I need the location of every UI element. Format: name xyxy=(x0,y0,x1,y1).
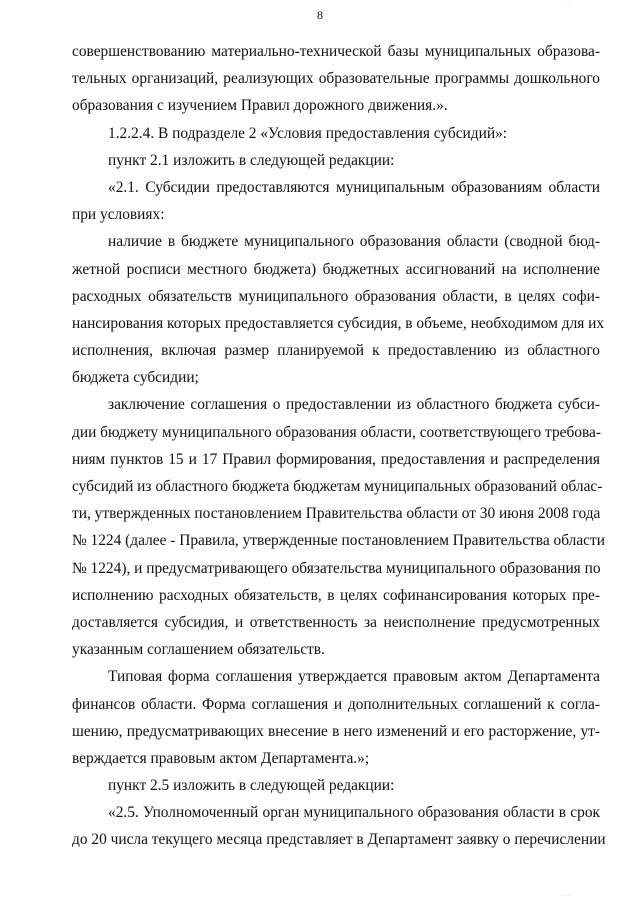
text-line: образования с изучением Правил дорожного движения.». xyxy=(72,97,448,115)
text-line: бюджета субсидии; xyxy=(72,369,199,387)
text-line: нансирования которых предоставляется субсидия, в объеме, необходимом для их xyxy=(72,314,605,332)
text-line: указанным соглашением обязательств. xyxy=(72,641,325,659)
text-line: № 1224), и предусматривающего обязательства муниципального образования по xyxy=(72,559,601,577)
text-line: 1.2.2.4. В подразделе 2 «Условия предоставления субсидий»: xyxy=(108,124,508,142)
text-line: доставляется субсидия, и ответственность за неисполнение предусмотренных xyxy=(72,613,600,631)
text-line: ти, утвержденных постановлением Правительства области от 30 июня 2008 года xyxy=(72,505,601,523)
text-line: дии бюджету муниципального образования области, соответствующего требова- xyxy=(72,423,602,441)
text-line: «2.5. Уполномоченный орган муниципального образования области в срок xyxy=(108,804,600,822)
text-line: Типовая форма соглашения утверждается правовым актом Департамента xyxy=(108,668,600,686)
text-line: жетной росписи местного бюджета) бюджетных ассигнований на исполнение xyxy=(72,260,600,278)
text-line: пункт 2.1 изложить в следующей редакции: xyxy=(108,151,395,169)
scan-mark-bottom: ..... xyxy=(560,892,573,898)
text-line: тельных организаций, реализующих образовательные программы дошкольного xyxy=(72,70,600,88)
text-line: шению, предусматривающих внесение в него изменений и его расторжение, ут- xyxy=(72,722,600,740)
text-line: расходных обязательств муниципального образования области, в целях софи- xyxy=(72,287,600,305)
text-line: верждается правовым актом Департамента.»; xyxy=(72,749,370,767)
text-line: заключение соглашения о предоставлении из областного бюджета субси- xyxy=(108,396,600,414)
text-line: совершенствованию материально-технической базы муниципальных образова- xyxy=(72,43,600,60)
text-line: до 20 числа текущего месяца представляет в Департамент заявку о перечислении xyxy=(72,831,606,849)
text-line: № 1224 (далее - Правила, утвержденные постановлением Правительства области xyxy=(72,532,605,550)
text-line: исполнению расходных обязательств, в целях софинансирования которых пре- xyxy=(72,586,600,604)
page-number: 8 xyxy=(317,8,323,22)
scan-mark-top: ... xyxy=(566,1,574,7)
text-line: ниям пунктов 15 и 17 Правил формирования, предоставления и распределения xyxy=(72,450,600,468)
text-line: финансов области. Форма соглашения и дополнительных соглашений к согла- xyxy=(72,695,600,713)
document-body xyxy=(72,38,606,854)
text-line: пункт 2.5 изложить в следующей редакции: xyxy=(108,777,395,795)
text-line: «2.1. Субсидии предоставляются муниципальным образованиям области xyxy=(108,178,600,196)
text-line: исполнения, включая размер планируемой к предоставлению из областного xyxy=(72,342,600,360)
text-line: субсидий из областного бюджета бюджетам муниципальных образований облас- xyxy=(72,478,603,495)
text-line: наличие в бюджете муниципального образования области (сводной бюд- xyxy=(108,233,600,251)
text-line: при условиях: xyxy=(72,206,165,224)
